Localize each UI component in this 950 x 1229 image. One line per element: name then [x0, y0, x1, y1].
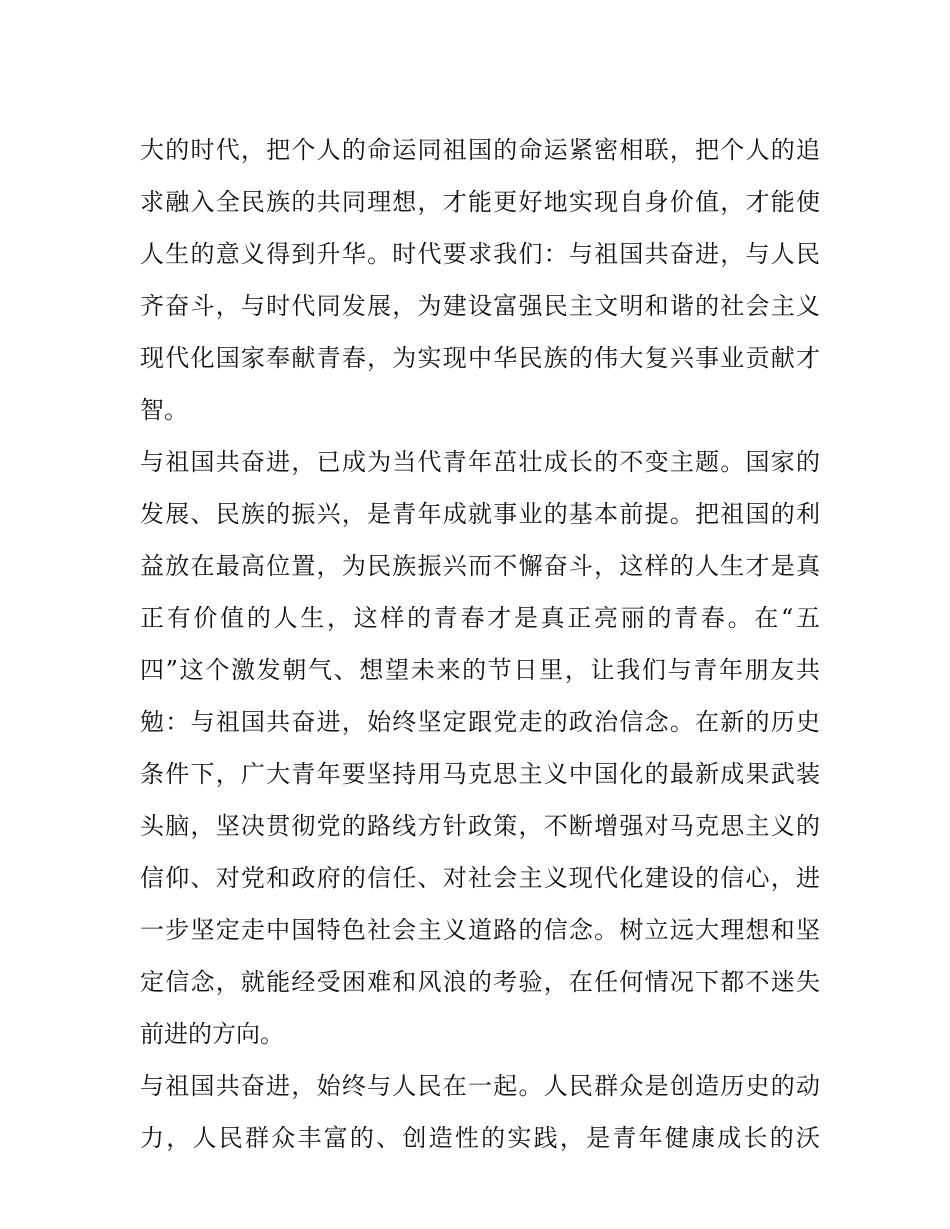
body-text: [140, 124, 820, 1164]
text-line: 四”这个激发朝气、想望未来的节日里，让我们与青年朋友共: [140, 656, 820, 684]
text-line: 智。: [140, 396, 188, 424]
text-line: 勉：与祖国共奋进，始终坚定跟党走的政治信念。在新的历史: [140, 708, 820, 736]
text-line: 与祖国共奋进，已成为当代青年茁壮成长的不变主题。国家的: [140, 448, 820, 476]
text-line: 人生的意义得到升华。时代要求我们：与祖国共奋进，与人民: [140, 240, 820, 268]
text-line: 求融入全民族的共同理想，才能更好地实现自身价值，才能使: [140, 188, 820, 216]
text-line: 现代化国家奉献青春，为实现中华民族的伟大复兴事业贡献才: [140, 344, 820, 372]
text-line: 条件下，广大青年要坚持用马克思主义中国化的最新成果武装: [140, 760, 820, 788]
text-line: 益放在最高位置，为民族振兴而不懈奋斗，这样的人生才是真: [140, 552, 820, 580]
text-line: 信仰、对党和政府的信任、对社会主义现代化建设的信心，进: [140, 864, 820, 892]
text-line: 大的时代，把个人的命运同祖国的命运紧密相联，把个人的追: [140, 136, 820, 164]
text-line: 一步坚定走中国特色社会主义道路的信念。树立远大理想和坚: [140, 916, 820, 944]
text-line: 力，人民群众丰富的、创造性的实践，是青年健康成长的沃: [140, 1124, 820, 1152]
text-line: 齐奋斗，与时代同发展，为建设富强民主文明和谐的社会主义: [140, 292, 820, 320]
text-line: 前进的方向。: [140, 1020, 284, 1048]
text-line: 定信念，就能经受困难和风浪的考验，在任何情况下都不迷失: [140, 968, 820, 996]
text-line: 与祖国共奋进，始终与人民在一起。人民群众是创造历史的动: [140, 1072, 820, 1100]
text-line: 发展、民族的振兴，是青年成就事业的基本前提。把祖国的利: [140, 500, 820, 528]
text-line: 正有价值的人生，这样的青春才是真正亮丽的青春。在“五: [140, 604, 820, 632]
text-line: 头脑，坚决贯彻党的路线方针政策，不断增强对马克思主义的: [140, 812, 820, 840]
